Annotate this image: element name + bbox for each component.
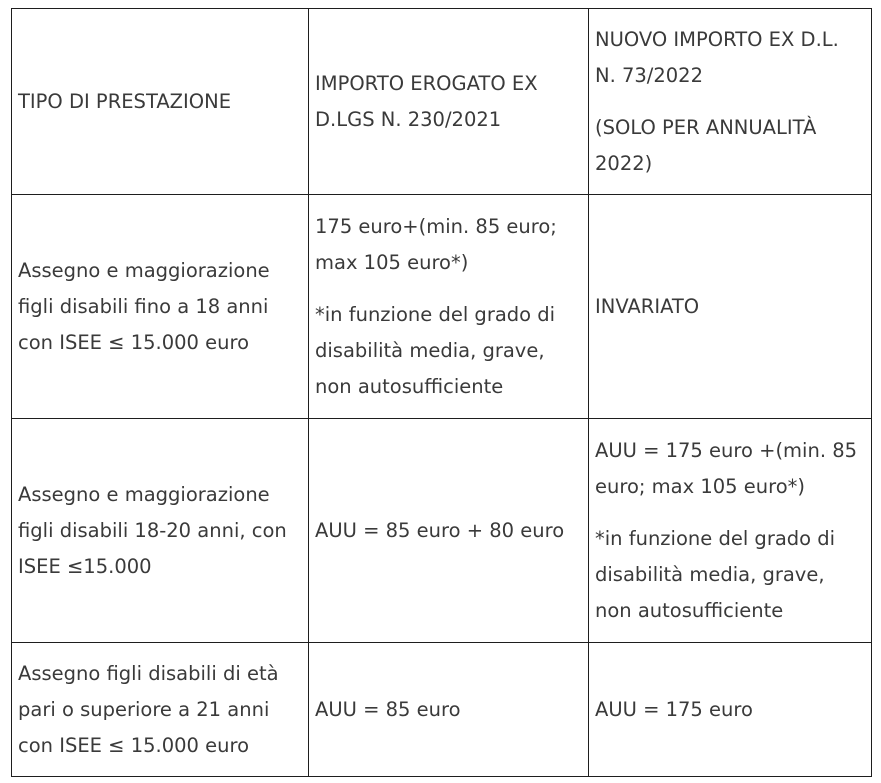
- cell-text: AUU = 85 euro: [315, 697, 461, 721]
- table-row: [12, 643, 872, 777]
- cell-tipo-prestazione: [12, 643, 309, 777]
- cell-footnote: *in funzione del grado di disabilità media, grave, non autosufficiente: [595, 526, 836, 622]
- cell-tipo-prestazione: [12, 195, 309, 419]
- cell-tipo-prestazione: [12, 419, 309, 643]
- table-row: [12, 419, 872, 643]
- cell-footnote: *in funzione del grado di disabilità media, grave, non autosufficiente: [315, 302, 556, 398]
- cell-text: 175 euro+(min. 85 euro; max 105 euro*): [315, 214, 557, 274]
- cell-importo-erogato: [309, 419, 589, 643]
- cell-text: Assegno e maggiorazione figli disabili fino a 18 anni con ISEE ≤ 15.000 euro: [18, 258, 270, 354]
- header-note: (SOLO PER ANNUALITÀ 2022): [595, 115, 817, 175]
- cell-text: Assegno e maggiorazione figli disabili 18-20 anni, con ISEE ≤15.000: [18, 482, 287, 578]
- header-cell-nuovo-importo: [589, 9, 872, 195]
- header-text: IMPORTO EROGATO EX D.LGS N. 230/2021: [315, 71, 538, 131]
- cell-nuovo-importo: [589, 419, 872, 643]
- cell-nuovo-importo: [589, 643, 872, 777]
- table-header-row: [12, 9, 872, 195]
- header-cell-tipo-prestazione: [12, 9, 309, 195]
- cell-importo-erogato: [309, 195, 589, 419]
- benefits-table: [11, 8, 872, 777]
- header-text: NUOVO IMPORTO EX D.L. N. 73/2022: [595, 27, 839, 87]
- cell-text: AUU = 175 euro: [595, 697, 753, 721]
- cell-importo-erogato: [309, 643, 589, 777]
- cell-nuovo-importo: [589, 195, 872, 419]
- cell-text: AUU = 175 euro +(min. 85 euro; max 105 euro*): [595, 438, 858, 498]
- header-cell-importo-erogato: [309, 9, 589, 195]
- cell-text: AUU = 85 euro + 80 euro: [315, 518, 565, 542]
- header-text: TIPO DI PRESTAZIONE: [18, 89, 232, 113]
- benefits-table-container: [11, 8, 872, 777]
- table-row: [12, 195, 872, 419]
- cell-text: INVARIATO: [595, 294, 700, 318]
- cell-text: Assegno figli disabili di età pari o superiore a 21 anni con ISEE ≤ 15.000 euro: [18, 661, 279, 757]
